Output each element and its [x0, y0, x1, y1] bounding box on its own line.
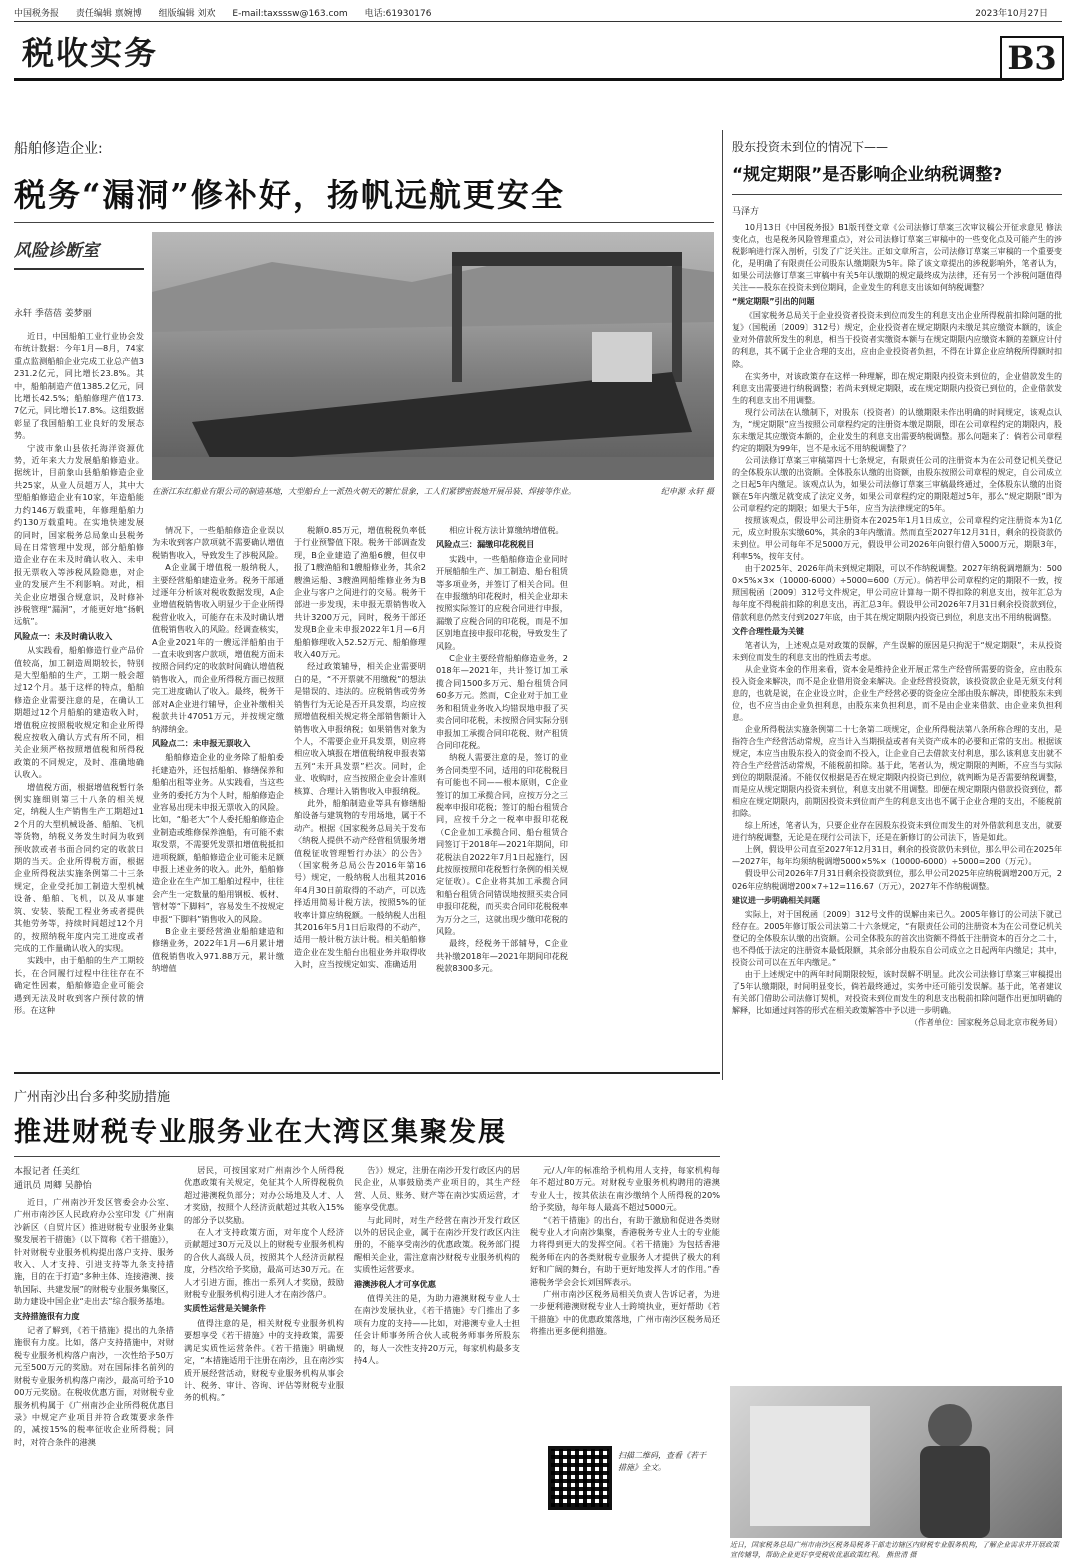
paragraph: A企业属于增值税一般纳税人，主要经营船舶建造业务。税务干部通过逐年分析该对税收数据发现，A企业增值税销售收入明显少于企业所得税营业收入，可能存在未及时确认增值税销售收入的风险。经调查核实，A企业2021年的一艘远洋船舶由于一直未收到客户款项，增值税方面未按照合同约定的收款时间确认增值税销售收入，而企业所得税方面已按照完工进度确认了收入。最终，税务干部对A企业进行辅导，企业补缴相关税款共计47051万元，并按规定缴纳滞纳金。: [152, 562, 284, 734]
subhead: 实质性运营是关键条件: [184, 1303, 266, 1314]
email: E-mail:taxsssw@163.com: [232, 9, 348, 19]
paragraph: 与此同时，对生产经营在南沙开发行政区以外的居民企业，属于在南沙开发行政区内注册的，不能享受南沙的优惠政策。税务部门提醒相关企业，需注意南沙财税专业服务机构的实质性运营要求。: [354, 1214, 520, 1275]
paragraph: 值得关注的是，为助力港澳财税专业人士在南沙发展执业，《若干措施》专门推出了多项有力度的支持——比如，对港澳专业人士担任会计师事务所合伙人或税务师事务所股东的，每人一次性支持20万元，每家机构最多支持4人。: [354, 1293, 520, 1366]
paragraph: 近日，中国船舶工业行业协会发布统计数据：今年1月—8月，74家重点监测船舶企业完成工业总产值3231.2亿元，同比增长23.8%。其中，船舶制造产值1385.2亿元，同比增长42.5%；船舶修理产值173.7亿元，同比增长17.8%。这组数据彰显了我国船舶工业良好的发展态势。: [14, 331, 144, 441]
article1-col1: [14, 330, 144, 1064]
article1-headline: 税务“漏洞”修补好，扬帆远航更安全: [14, 176, 565, 214]
paragraph: 综上所述，笔者认为，只要企业存在因股东投资未到位而发生的对外借款利息支出，就要进行纳税调整，无论是在现行公司法下，还是在新修订的公司法下，皆是如此。: [732, 821, 1062, 843]
paragraph: 在人才支持政策方面，对年度个人经济贡献超过30万元及以上的财税专业服务机构的合伙人高级人员，按照其个人经济贡献程度，分档次给予奖励，最高可达30万元。在人才引进方面，推出一系列人才奖励，鼓励财税专业服务机构引进人才在南沙落户。: [184, 1227, 344, 1300]
paragraph: 纳税人需要注意的是，签订的业务合同类型不同，适用的印花税税目有可能也不同——根本原则，C企业签订的加工承揽合同，应按万分之三税率申报印花税；签订的船台租赁合同，应按千分之一税率申报印花税（C企业加工承揽合同、船台租赁合同签订于2018年—2021年期间，印花税法自2022年7月1日起施行，因此按原按照印花税暂行条例的相关规定征收）。C企业将其加工承揽合同和船台租赁合同错误地按照买卖合同申报印花税，而买卖合同印花税税率为万分之三，这就出现少缴印花税的风险。: [436, 752, 568, 936]
paragraph: 上例，假设甲公司直至2027年12月31日，剩余的投资款仍未到位，那么甲公司在2025年—2027年，每年均须纳税调增5000×5%×（10000-6000）÷5000=200（万元）。: [732, 845, 1062, 867]
paragraph: 元/人/年的标准给予机构用人支持，每家机构每年不超过80万元。对财税专业服务机构聘用的港澳专业人士，按其依法在南沙缴纳个人所得税的20%给予奖励，每年每人最高不超过5000元。: [530, 1165, 720, 1213]
photo-credit: 熊世清 摄: [886, 1551, 917, 1559]
article3-col3: [354, 1164, 520, 1536]
paragraph: 值得注意的是，相关财税专业服务机构要想享受《若干措施》中的支持政策，需要满足实质性运营条件。《若干措施》明确规定，“本措施适用于注册在南沙，且在南沙实质开展经营活动，财税专业服务机构从事会计、税务、审计、咨询、评估等财税专业服务的机构。”: [184, 1317, 344, 1403]
article2-headline: “规定期限”是否影响企业纳税调整?: [732, 165, 1003, 185]
paragraph: 10月13日《中国税务报》B1版刊登文章《公司法修订草案三次审议稿公开征求意见 修法变化点，也是税务风险管理重点》，对公司法修订草案三审稿中的一些变化点及可能产生的涉税影响进行深入剖析，引发了广泛关注。正如文章所言，公司法修订草案三审稿的一个重要变化，是明确了有限责任公司股东认缴期限为5年。除了该文章提出的涉税影响外，笔者认为，如果公司法修订草案三审稿中有关5年认缴期的规定最终成为法律，还有另一个涉税问题值得关注——股东在投资未到位期间，企业发生的利息支出该如何纳税调整？: [732, 223, 1062, 293]
dock-ground: [152, 457, 714, 480]
paragraph: 记者了解到，《若干措施》提出的九条措施很有力度。比如，落户支持措施中，对财税专业服务机构落户南沙，一次性给予50万元至500万元的奖励。对在国际排名前列的财税专业服务机构落户南沙，最高可给予1000万元奖励。在税收优惠方面，对财税专业服务机构属于《广州南沙企业所得税优惠目录》中规定产业项目并符合政策要求条件的，减按15%的税率征收企业所得税；同时，对符合条件的港澳: [14, 1325, 174, 1447]
paragraph: 广州市南沙区税务局相关负责人告诉记者，为进一步便利港澳财税专业人士跨境执业，更好帮助《若干措施》中的优惠政策落地，广州市南沙区税务局还将推出更多便利措施。: [530, 1289, 720, 1337]
paragraph: 近日，广州南沙开发区管委会办公室、广州市南沙区人民政府办公室印发《广州南沙新区（自贸片区）推进财税专业服务业集聚发展若干措施》（以下简称《若干措施》），针对财税专业服务机构提出落户支持、服务收入、人才支持、引进支持等九条支持措施，目的在于打造“多种主体、连接港澳、接轨国际、共建发展”的财税专业服务集聚区，助力建设中国企业“走出去”综合服务基地。: [14, 1197, 174, 1307]
page-code: B3: [1000, 36, 1064, 80]
article2-body: [732, 222, 1062, 1378]
column-logo: [14, 236, 144, 270]
author-note: （作者单位：国家税务总局北京市税务局）: [910, 1018, 1062, 1028]
article3-byline2: 通讯员 周卿 吴静怡: [14, 1181, 92, 1191]
paragraph: 笔者认为，上述观点是对政策的误解，产生误解的原因是只拘泥于“规定期限”，未从投资未到位而发生的利息支出的性质去考虑。: [732, 640, 1062, 662]
column-logo-text: 风险诊断室: [14, 241, 99, 261]
paper-name: 中国税务报: [14, 9, 60, 19]
subhead: 支持措施很有力度: [14, 1310, 80, 1321]
paragraph: 从实践看，船舶修造行业产品价值较高，加工制造周期较长，特别是大型船舶的生产，工期一般会超过12个月。基于这样的特点，船舶修造企业需要注意的是，在确认工期超过12个月船舶的建造收入时，增值税应按照税收规定和企业所得税应按收入确认方式有所不同，相关企业须严格按照增值税和所得税政策的不同规定，及时、准确地确认收入。: [14, 645, 144, 780]
divider: [732, 194, 1062, 195]
section-divider: [14, 1072, 720, 1074]
paragraph: 现行公司法在认缴制下，对股东（投资者）的认缴期限未作出明确的时间规定，该观点认为，“规定期限”应当按照公司章程约定的注册资本缴足期限，即在公司章程约定的期限内，股东未缴足其应缴资本额的，企业发生的利息支出需要纳税调整。那么问题来了：倘若公司章程约定的期限为99年，岂不是永远不用纳税调整了？: [732, 407, 1062, 453]
paragraph: 税额0.85万元，增值税税负率低于行业预警值下限。税务干部调查发现，B企业建造了渔船6艘，但仅申报了1艘渔船和1艘船修业务，其余2艘渔运船、3艘渔网船维修业务为B企业与客户之间进行的交易。税务干部进一步发现，未申报无票销售收入共计3200万元，同时，税务干部还发现B企业未申报2022年1月—6月船舶修理收入52.52万元、船舶修理收入40万元。: [294, 525, 426, 660]
paragraph: B企业主要经营渔业船舶建造和修缮业务，2022年1月—6月累计增值税销售收入971.88万元，累计缴纳增值: [152, 926, 284, 974]
paragraph: 在实务中，对该政策存在这样一种理解，即在规定期限内投资未到位的，企业借款发生的利息支出需要进行纳税调整；若尚未到规定期限，或在规定期限内投资已到位的，企业借款发生的利息支出不用调整。: [732, 371, 1062, 405]
paragraph: 情况下，一些船舶修造企业误以为未收到客户款项就不需要确认增值税销售收入，导致发生了涉税风险。: [152, 525, 284, 560]
masthead-bar: [14, 6, 1062, 22]
paragraph: 《国家税务总局关于企业投资者投资未到位而发生的利息支出企业所得税前扣除问题的批复》（国税函〔2009〕312号）规定，企业投资者在规定期限内未缴足其应缴资本额的，该企业对外借款所发生的利息，相当于投资者实缴资本额与在规定期限内应缴资本额的差额应计付的利息，其不属于企业合理的支出，应由企业投资者负担，不得在计算企业应纳税所得额时扣除。: [732, 311, 1062, 369]
paragraph: C企业主要经营船舶修造业务，2018年—2021年，共计签订加工承揽合同1500多万元、船台租赁合同60多万元。然而，C企业对于加工业务和租赁业务收入均错误地申报了买卖合同印花税，未按照合同实际分别申报加工承揽合同印花税、财产租赁合同印花税。: [436, 653, 568, 750]
article1-kicker: 船舶修造企业:: [14, 141, 103, 157]
article3-col4: [530, 1164, 720, 1444]
paragraph: 假设甲公司2026年7月31日剩余投资款到位，那么甲公司2025年应纳税调增200万元，2026年应纳税调增200×7÷12=116.67（万元），2027年不作纳税调整。: [732, 869, 1062, 891]
paragraph: 公司法修订草案三审稿第四十七条规定，有限责任公司的注册资本为在公司登记机关登记的全体股东认缴的出资额。全体股东认缴的出资额，由股东按照公司章程的规定，自公司成立之日起5年内缴足。该观点认为，如果公司法修订草案三审稿最终通过，全体股东认缴的出资额在5年内缴足就变成了法定义务，如果公司章程约定的期限超过5年，那么“规定期限”即为公司章程约定的期限；如果大于5年，应当为法律规定的5年。: [732, 455, 1062, 514]
article1-col2: [152, 524, 284, 1064]
paragraph: 从企业资本金的作用来看，资本金是维持企业开展正常生产经营所需要的资金，应由股东投入资金来解决，而不是企业借用资金来解决。企业经营投资款，该投资款企业是无须支付利息的，也就是说，在企业设立时，企业生产经营必要的资金应全部由股东解决，即使股东未到位，也不应当由企业负担利息，由股东来负担利息，而不是由企业来借款、由企业来负担利息。: [732, 664, 1062, 722]
subhead: “规定期限”引出的问题: [732, 297, 815, 307]
article1-col4: [436, 524, 568, 1064]
qr-code[interactable]: [548, 1446, 612, 1510]
paragraph: 增值税方面，根据增值税暂行条例实施细则第三十八条的相关规定，纳税人生产销售生产工期超过12个月的大型机械设备、船舶、飞机等货物，纳税义务发生时间为收到预收款或者书面合同约定的收款日期的当天。企业所得税方面，根据企业所得税法实施条例第二十三条规定，企业受托加工制造大型机械设备、船舶、飞机，以及从事建筑、安装、装配工程业务或者提供其他劳务等，持续时间超过12个月的，按照纳税年度内完工进度或者完成的工作量确认收入的实现。: [14, 781, 144, 953]
shelf: [750, 1406, 870, 1526]
article3-kicker: 广州南沙出台多种奖励措施: [14, 1090, 171, 1105]
paragraph: 按照该观点，假设甲公司注册资本在2025年1月1日成立，公司章程约定注册资本为1亿元，成立时股东实缴60%，其余的3年内缴清。然而直至2027年12月31日，剩余的投资款仍未到位。甲公司每年不足5000万元，假设甲公司2026年向银行借入5000万元，期限3年，利率5%，按年支付。: [732, 516, 1062, 562]
divider: [14, 1156, 720, 1157]
person-head: [928, 1404, 972, 1448]
risk-heading-1: 风险点一：未及时确认收入: [14, 630, 113, 641]
section-title: 税收实务: [22, 34, 159, 72]
person-uniform: [920, 1446, 990, 1538]
paragraph: 此外，船舶制造业等具有修缮船舶设备与建筑物的专用场地，属于不动产。根据《国家税务总局关于发布〈纳税人提供不动产经营租赁服务增值税征收管理暂行办法〉的公告》（国家税务总局公告2016年第16号）规定，一般纳税人出租其2016年4月30日前取得的不动产，可以选择适用简易计税方法，按照5%的征收率计算应纳税额。一般纳税人出租其2016年5月1日后取得的不动产，适用一般计税方法计税。相关船舶修造企业在发生船台出租业务并取得收入时，应当按规定如实、准确适用: [294, 797, 426, 970]
risk-heading-3: 风险点三：漏缴印花税税目: [436, 539, 535, 550]
top-rule: [14, 78, 1062, 81]
caption-text: 近日，国家税务总局广州市南沙区税务局税务干部走访辖区内财税专业服务机构，了解企业需求并开展政策宣传辅导，帮助企业更好享受税收优惠政策红利。: [730, 1541, 1059, 1559]
article1-authors: 永轩 季蓓蓓 姜梦丽: [14, 309, 92, 319]
bottom-photo-caption: [730, 1540, 1062, 1560]
paragraph: 实践中，一些船舶修造企业同时开展船舶生产、加工制造、船台租赁等多项业务，并签订了相关合同。但在申报缴纳印花税时，相关企业却未按照实际签订的应税合同进行申报，漏缴了应税合同的印花税，而是不加区别地直接申报印花税，导致发生了风险。: [436, 553, 568, 651]
article3-col1: [14, 1196, 174, 1536]
paragraph: 船舶修造企业的业务除了船舶委托建造外，还包括船舶、修缮保养和船舶出租等业务。从实践看，当这些业务的委托方为个人时，船舶修造企业容易出现未申报无票收入的风险。比如，“船老大”个人委托船舶修造企业制造或维修保养渔船，有可能不索取发票，不需要凭发票扣增值税抵扣进项税额，船舶修造企业可能未足额申报上述业务的收入。此外，船舶修造企业在生产加工船舶过程中，往往会产生一定数量的船用钢板、板材、管材等“下脚料”，容易发生不按规定申报“下脚料”销售收入的风险。: [152, 752, 284, 924]
paragraph: 由于上述规定中的两年时间期限较短，该时误解不明显。此次公司法修订草案三审稿提出了5年认缴期限，时间明显变长，倘若最终通过，实务中还可能引发误解。基于此，笔者建议有关部门借助公司法修订契机，对投资未到位而发生的利息支出税前扣除问题作出更加明确的解释，比如通过问答的形式在相关政策解答中予以进一步明确。: [732, 969, 1062, 1015]
paragraph: 宁波市象山县依托海洋资源优势，近年来大力发展船舶修造业。据统计，目前象山县船舶修造企业共25家，从业人员超万人，其中大型船舶修造企业有10家，年造船能力约146万载重吨，年修理船舶力约130万载重吨。在实地快速发展的同时，国家税务总局象山县税务局在日常管理中发现，部分船舶修造企业存在未及时确认收入、未申报无票收入等涉税风险隐患，对企业的发展产生不利影响。对此，相关企业应增强合规意识，及时修补涉税管理“漏洞”，才能更好地“扬帆远航”。: [14, 442, 144, 627]
layout-editor: 组版编辑 刘欢: [158, 9, 216, 19]
ship-bridge: [592, 332, 652, 382]
shipyard-photo: [152, 232, 714, 480]
article3-headline: 推进财税专业服务业在大湾区集聚发展: [14, 1117, 507, 1148]
article2-kicker: 股东投资未到位的情况下——: [732, 140, 889, 154]
tax-officer-illustration: [730, 1386, 1062, 1538]
paragraph: 实践中，由于船舶的生产工期较长，在合同履行过程中往往存在不确定性因素，船舶修造企业可能会遇到无法及时收到客户预付款的情形。在这种: [14, 955, 144, 1015]
risk-heading-2: 风险点二：未申报无票收入: [152, 737, 251, 748]
article1-col3: [294, 524, 426, 1064]
photo-credit: 纪申源 永轩 摄: [660, 487, 714, 496]
paragraph: 实际上，对于国税函〔2009〕312号文件的误解由来已久。2005年修订的公司法下就已经存在。2005年修订版公司法第二十六条规定，“有限责任公司的注册资本为在公司登记机关登记的全体股东认缴的出资额。公司全体股东的首次出资额不得低于注册资本的百分之二十，也不得低于法定的注册资本最低限额，其余部分由股东自公司成立之日起两年内缴足；其中，投资公司可以在五年内缴足。”: [732, 909, 1062, 967]
paragraph: 相应计税方法计算缴纳增值税。: [449, 525, 564, 535]
caption-text: 在浙江东红船业有限公司的制造基地，大型船台上一派热火朝天的繁忙景象，工人们紧锣密鼓地开展吊装、焊接等作业。: [152, 487, 576, 496]
photo-caption: [152, 486, 714, 498]
paragraph: “《若干措施》的出台，有助于激励和促进各类财税专业人才向南沙集聚，香港税务专业人士的专业能力将得到更大的发挥空间。《若干措施》为包括香港税务师在内的各类财税专业服务人才提供了极大的利好和广阔的舞台，有助于更好地发挥人才的作用。”香港税务学会会长刘国辉表示。: [530, 1214, 720, 1287]
subhead: 建议进一步明确相关问题: [732, 895, 820, 905]
shipyard-illustration: [152, 232, 714, 480]
issue-date: 2023年10月27日: [975, 9, 1048, 19]
editor: 责任编辑 禀婉博: [75, 9, 142, 19]
crane-leg: [672, 252, 682, 382]
article2-author: 马泽方: [732, 207, 760, 217]
paragraph: 由于2025年、2026年尚未到规定期限，可以不作纳税调整。2027年纳税调增额为：5000×5%×3×（10000-6000）÷5000=600（万元）。倘若甲公司章程约定的期限不一致，按照国税函〔2009〕312号文件规定，甲公司应计算每一期不得扣除的利息支出，按年汇总为每年度不得税前扣除的利息支出，再汇总3年。假设甲公司2026年7月31日剩余投资款到位，借款利息仍然支付到2027年底，由于其在规定期限内投资已到位，利息支出不用纳税调整。: [732, 564, 1062, 622]
qr-caption: 扫描二维码，查看《若干措施》全文。: [618, 1451, 706, 1472]
paragraph: 居民，可按国家对广州南沙个人所得税优惠政策有关规定，免征其个人所得税税负超过港澳税负部分；对办公场地及人才、人才奖励，按照个人经济贡献超过其收入15%的部分予以奖励。: [184, 1165, 344, 1225]
article3-col2: [184, 1164, 344, 1536]
divider: [14, 222, 714, 223]
paragraph: 告》）规定，注册在南沙开发行政区内的居民企业，从事鼓励类产业项目的，其生产经营、人员、账务、财产等在南沙实质运营，才能享受优惠。: [354, 1165, 520, 1213]
paragraph: 企业所得税法实施条例第二十七条第二项规定，企业所得税法第八条所称合理的支出，是指符合生产经营活动常规，应当计入当期损益或者有关资产成本的必要和正常的支出。根据该规定，本应当由股东投入的资金而不投入，让企业自己去借款支付利息，那么该利息支出就不符合生产经营活动常规，不能税前扣除。基于此，笔者认为，规定期限的判断，不应当与实际到位的期限混淆。不能仅仅根据是否在规定期限内投资已到位，就判断为是否需要纳税调整，而是应从规定期限内投资未到位，利息支出就不用调整。即便在规定期限内借款投资到位，都相应在规定期限内，前期因投资未到位而产生的利息支出也不属于企业合理的支出，不能税前扣除。: [732, 724, 1062, 819]
ship-hull: [192, 372, 692, 462]
crane-leg: [452, 252, 462, 382]
paragraph: 经过政策辅导，相关企业需要明白的是，“不开票就不用缴税”的想法是错误的、违法的。应税销售或劳务销售行为无论是否开具发票，均应按照增值税相关规定将全部销售额计入销售收入申报纳税；如果销售对象为个人，不需要企业开具发票，则应将相应收入填报在增值税纳税申报表第五列“未开具发票”栏次。同时，企业、收购时，应当按照企业会计准则核算、合理计入销售收入申报纳税。: [294, 661, 426, 796]
article3-byline1: 本报记者 任美红: [14, 1167, 80, 1177]
subhead: 文件合理性最为关键: [732, 626, 804, 636]
gantry-crane: [452, 252, 682, 266]
tax-officer-photo: [730, 1386, 1062, 1538]
column-divider: [722, 130, 723, 1080]
subhead: 港澳涉税人才可享优惠: [354, 1278, 436, 1289]
paragraph: 最终，经税务干部辅导，C企业共补缴2018年—2021年期间印花税税款8300多元。: [436, 938, 568, 974]
phone: 电话:61930176: [364, 9, 432, 19]
